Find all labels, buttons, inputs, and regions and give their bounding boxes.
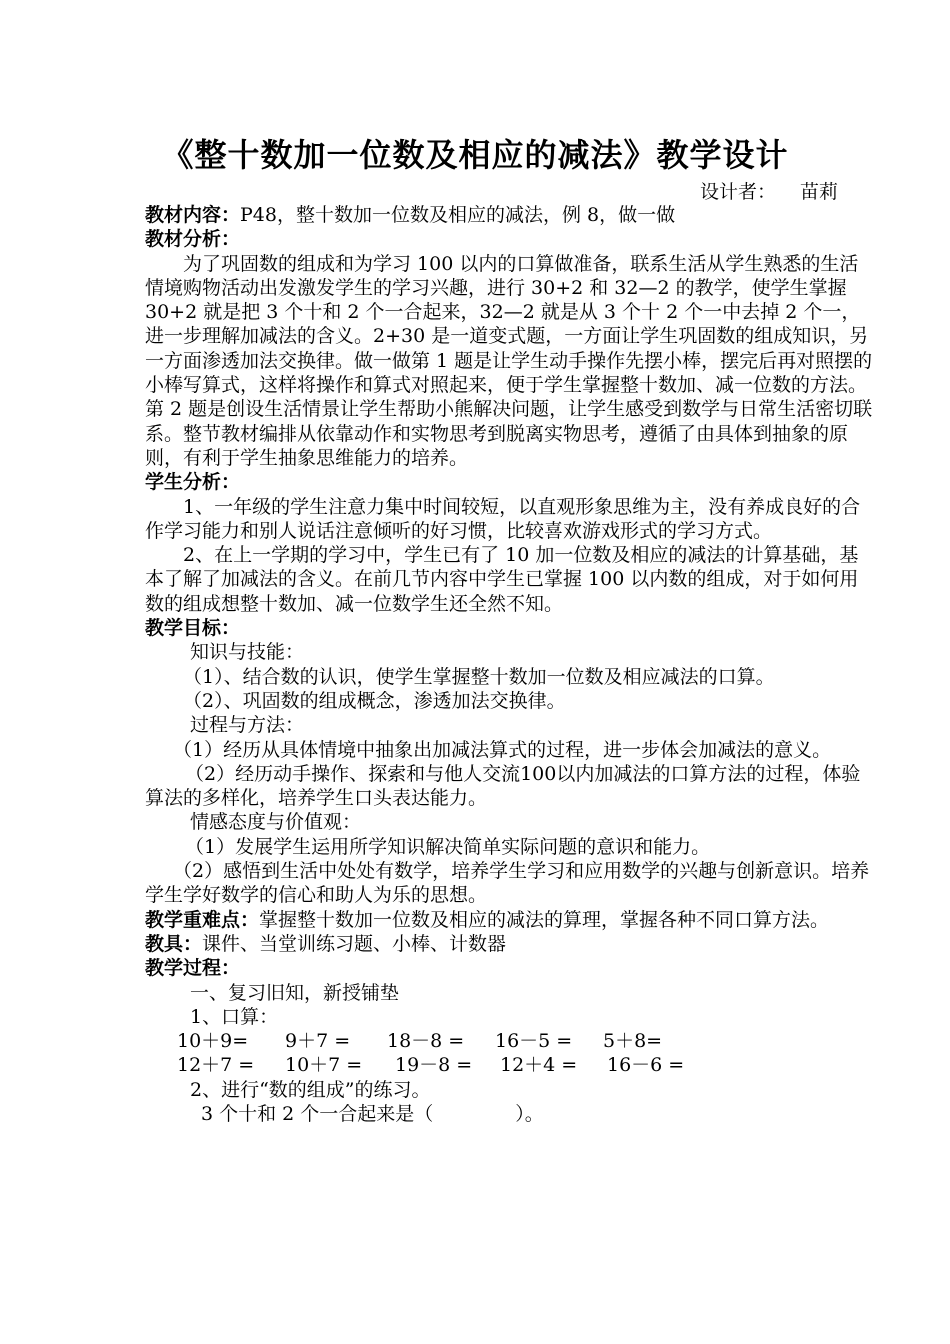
knowledge-item-1: （1）、结合数的认识，使学生掌握整十数加一位数及相应减法的口算。 — [183, 665, 775, 688]
students-paragraph-2: 2、在上一学期的学习中，学生已有了 10 加一位数及相应的减法的计算基础，基本了解了加减法的含义。在前几节内容中学生已掌握 100 以内数的组成，对于如何用数的组成想整十数加、减一位数学生还全然不知。 — [145, 544, 859, 615]
key-points-line — [145, 908, 875, 932]
key-points-label: 教学重难点： — [145, 908, 260, 931]
knowledge-label: 知识与技能： — [190, 641, 305, 664]
composition-exercise: 2、进行“数的组成”的练习。 — [190, 1078, 431, 1101]
document-title: 《整十数加一位数及相应的减法》教学设计 — [161, 136, 789, 174]
fill-blank-prefix: 3 个十和 2 个一合起来是（ — [201, 1102, 434, 1125]
emotion-label: 情感态度与价值观： — [190, 811, 362, 834]
key-points-text: 掌握整十数加一位数及相应的减法的算理，掌握各种不同口算方法。 — [259, 908, 830, 931]
fill-blank-question — [145, 1102, 875, 1126]
tools-label: 教具： — [145, 932, 203, 955]
goals-heading: 教学目标： — [145, 617, 241, 640]
material-line — [145, 203, 875, 227]
tools-line — [145, 932, 875, 956]
calc-item: 12＋7 = — [177, 1054, 255, 1077]
process-method-item-2: （2）经历动手操作、探索和与他人交流100以内加减法的口算方法的过程，体验算法的多样化，培养学生口头表达能力。 — [145, 762, 861, 810]
oral-calc-row-2 — [145, 1053, 875, 1077]
calc-item: 16－5 = — [495, 1030, 573, 1053]
process-heading: 教学过程： — [145, 957, 241, 980]
tools-text: 课件、当堂训练习题、小棒、计数器 — [202, 932, 507, 955]
author-line — [700, 177, 838, 204]
students-heading: 学生分析： — [145, 471, 241, 494]
calc-item: 16－6 = — [607, 1054, 685, 1077]
material-text: P48，整十数加一位数及相应的减法，例 8，做一做 — [240, 204, 676, 226]
calc-item: 9＋7 = — [285, 1030, 351, 1053]
calc-item: 10＋7 = — [285, 1054, 363, 1077]
author-label: 设计者： — [699, 181, 776, 203]
calc-item: 12＋4 = — [500, 1054, 578, 1077]
students-paragraph-1: 1、一年级的学生注意力集中时间较短，以直观形象思维为主，没有养成良好的合作学习能力和别人说话注意倾听的好习惯，比较喜欢游戏形式的学习方式。 — [145, 495, 861, 542]
knowledge-item-2: （2）、巩固数的组成概念，渗透加法交换律。 — [183, 689, 566, 712]
material-label: 教材内容： — [145, 204, 241, 226]
calc-item: 19－8 = — [395, 1054, 473, 1077]
process-step-1: 一、复习旧知，新授铺垫 — [190, 981, 400, 1004]
emotion-item-2: （2）感悟到生活中处处有数学，培养学生学习和应用数学的兴趣与创新意识。培养学生学好数学的信心和助人为乐的思想。 — [145, 860, 870, 907]
process-method-label: 过程与方法： — [190, 714, 305, 737]
process-method-item-1: （1）经历从具体情境中抽象出加减法算式的过程，进一步体会加减法的意义。 — [173, 738, 832, 761]
oral-calc-label: 1、口算： — [190, 1005, 279, 1028]
author-name: 苗莉 — [799, 181, 838, 203]
calc-item: 10＋9= — [177, 1030, 249, 1053]
emotion-item-1: （1）发展学生运用所学知识解决简单实际问题的意识和能力。 — [185, 835, 711, 858]
fill-blank-suffix: ）。 — [515, 1102, 544, 1125]
document-body — [145, 203, 875, 1126]
oral-calc-row-1 — [145, 1029, 875, 1053]
calc-item: 18－8 = — [387, 1030, 465, 1053]
analysis-paragraph: 为了巩固数的组成和为学习 100 以内的口算做准备，联系生活从学生熟悉的生活情境购物活动出发激发学生的学习兴趣，进行 30+2 和 32—2 的教学，使学生掌握 30+2 就是把 3 个十和 2 个一合起来，32—2 就是从 3 个十 2 个一中去掉 2 个一，进一步理解加减法的含义。2+30 是一道变式题，一方面让学生巩固数的组成知识，另一方面渗透加法交换律。做一做第 1 题是让学生动手操作先摆小棒，摆完后再对照摆的小棒写算式，这样将操作和算式对照起来，便于学生掌握整十数加、减一位数的方法。第 2 题是创设生活情景让学生帮助小熊解决问题，让学生感受到数学与日常生活密切联系。整节教材编排从依靠动作和实物思考到脱离实物思考，遵循了由具体到抽象的原则，有利于学生抽象思维能力的培养。 — [145, 252, 873, 469]
analysis-heading: 教材分析： — [145, 228, 241, 251]
calc-item: 5＋8= — [603, 1030, 663, 1053]
